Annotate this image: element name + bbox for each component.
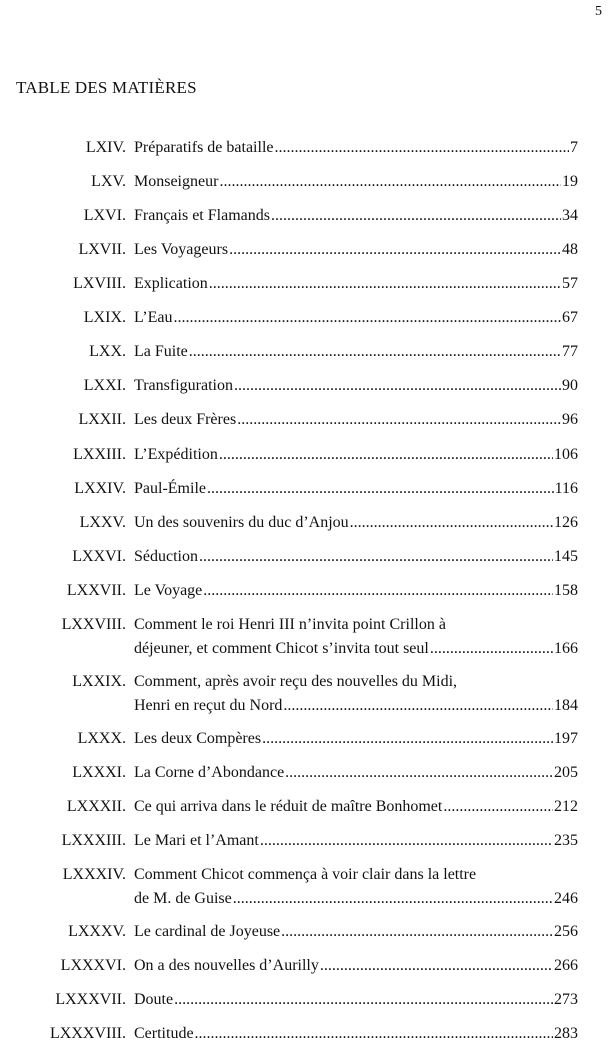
dot-leader: [203, 579, 553, 603]
page-ref: 212: [554, 798, 578, 815]
chapter-title: déjeuner, et comment Chicot s’invita tout seul: [134, 640, 429, 657]
chapter-line: [134, 829, 578, 853]
chapter-entry-body: [134, 613, 578, 661]
chapter-title: Paul-Émile: [134, 480, 206, 497]
page-ref: 283: [554, 1025, 578, 1042]
page-ref: 246: [554, 890, 578, 907]
chapter-title: On a des nouvelles d’Aurilly: [134, 957, 319, 974]
dot-leader: [285, 761, 553, 785]
chapter-entry-body: [134, 477, 578, 501]
dot-leader: [233, 887, 553, 911]
chapter-entry-body: [134, 443, 578, 467]
chapter-number: LXXX.: [77, 730, 126, 747]
chapter-title: Monseigneur: [134, 173, 219, 190]
page-ref: 184: [554, 697, 578, 714]
chapter-line: [134, 863, 578, 887]
chapter-line: [134, 670, 578, 694]
chapter-title: La Corne d’Abondance: [134, 764, 285, 781]
page-ref: 256: [554, 923, 578, 940]
dot-leader: [281, 920, 553, 944]
dot-leader: [320, 954, 553, 978]
chapter-line: [134, 1022, 578, 1046]
chapter-title: La Fuite: [134, 343, 188, 360]
chapter-line: [134, 795, 578, 819]
dot-leader: [209, 272, 561, 296]
chapter-entry-body: [134, 272, 578, 296]
chapter-entry-body: [134, 954, 578, 978]
dot-leader: [430, 637, 553, 661]
chapter-line: [134, 477, 578, 501]
chapter-line: [134, 511, 578, 535]
page-ref: 266: [554, 957, 578, 974]
chapter-number: LXXIX.: [72, 673, 126, 690]
chapter-line: [134, 954, 578, 978]
dot-leader: [260, 829, 553, 853]
chapter-line: [134, 694, 578, 718]
chapter-title: Comment, après avoir reçu des nouvelles du Midi,: [134, 673, 458, 690]
page-ref: 48: [562, 241, 578, 258]
chapter-line: [134, 272, 578, 296]
chapter-title: Français et Flamands: [134, 207, 270, 224]
chapter-line: [134, 988, 578, 1012]
page-ref: 7: [570, 139, 578, 156]
dot-leader: [207, 477, 554, 501]
chapter-entry-body: [134, 374, 578, 398]
chapter-number: LXIV.: [85, 139, 126, 156]
chapter-entry-body: [134, 863, 578, 911]
chapter-entry-body: [134, 761, 578, 785]
page-ref: 90: [562, 377, 578, 394]
chapter-number: LXXXV.: [68, 923, 126, 940]
chapter-number: LXIX.: [83, 309, 126, 326]
dot-leader: [234, 374, 561, 398]
chapter-entry-body: [134, 204, 578, 228]
chapter-line: [134, 545, 578, 569]
dot-leader: [229, 238, 561, 262]
chapter-title: Henri en reçut du Nord: [134, 697, 283, 714]
page-ref: 106: [554, 446, 578, 463]
chapter-number: LXXXVIII.: [50, 1025, 126, 1042]
dot-leader: [262, 727, 553, 751]
page-ref: 116: [554, 480, 578, 497]
chapter-line: [134, 443, 578, 467]
page-ref: 77: [562, 343, 578, 360]
chapter-number: LXV.: [91, 173, 126, 190]
chapter-entry-body: [134, 670, 578, 718]
page-ref: 197: [554, 730, 578, 747]
chapter-line: [134, 920, 578, 944]
chapter-number: LXVI.: [83, 207, 126, 224]
chapter-title: Certitude: [134, 1025, 194, 1042]
chapter-line: [134, 613, 578, 637]
chapter-entry-body: [134, 408, 578, 432]
chapter-entry-body: [134, 988, 578, 1012]
page-ref: 19: [562, 173, 578, 190]
chapter-title: Doute: [134, 991, 174, 1008]
chapter-entry-body: [134, 136, 578, 160]
chapter-number: LXXIV.: [74, 480, 126, 497]
dot-leader: [443, 795, 553, 819]
chapter-title: L’Expédition: [134, 446, 218, 463]
page-ref: 34: [562, 207, 578, 224]
chapter-number: LXXXVII.: [55, 991, 126, 1008]
dot-leader: [219, 443, 553, 467]
dot-leader: [283, 694, 553, 718]
chapter-title: Le Voyage: [134, 582, 203, 599]
chapter-title: L’Eau: [134, 309, 173, 326]
chapter-line: [134, 238, 578, 262]
chapter-line: [134, 637, 578, 661]
page-title: TABLE DES MATIÈRES: [16, 78, 197, 97]
page-ref: 273: [554, 991, 578, 1008]
chapter-number: LXXXIII.: [61, 832, 126, 849]
chapter-title: Comment Chicot commença à voir clair dans la lettre: [134, 866, 477, 883]
chapter-line: [134, 374, 578, 398]
chapter-number: LXVII.: [78, 241, 126, 258]
page-ref: 96: [562, 411, 578, 428]
page-ref: 166: [554, 640, 578, 657]
chapter-title: Un des souvenirs du duc d’Anjou: [134, 514, 349, 531]
page-ref: 205: [554, 764, 578, 781]
chapter-entry-body: [134, 306, 578, 330]
page-ref: 235: [554, 832, 578, 849]
chapter-line: [134, 340, 578, 364]
chapter-number: LXVIII.: [73, 275, 126, 292]
chapter-entry-body: [134, 920, 578, 944]
chapter-entry-body: [134, 795, 578, 819]
dot-leader: [350, 511, 553, 535]
chapter-number: LXXVIII.: [61, 616, 126, 633]
chapter-line: [134, 306, 578, 330]
chapter-entry-body: [134, 829, 578, 853]
chapter-line: [134, 408, 578, 432]
chapter-title: Séduction: [134, 548, 198, 565]
chapter-number: LXXV.: [79, 514, 126, 531]
chapter-title: Ce qui arriva dans le réduit de maître Bonhomet: [134, 798, 443, 815]
chapter-title: Les Voyageurs: [134, 241, 229, 258]
chapter-title: Le cardinal de Joyeuse: [134, 923, 281, 940]
chapter-title: Transfiguration: [134, 377, 233, 394]
chapter-number: LXXXVI.: [60, 957, 126, 974]
chapter-entry-body: [134, 340, 578, 364]
chapter-number: LXXVI.: [72, 548, 126, 565]
chapter-number: LXXXII.: [66, 798, 126, 815]
dot-leader: [174, 306, 561, 330]
chapter-title: Explication: [134, 275, 208, 292]
chapter-number: LXXVII.: [66, 582, 126, 599]
chapter-entry-body: [134, 511, 578, 535]
page-ref: 67: [562, 309, 578, 326]
dot-leader: [189, 340, 561, 364]
chapter-line: [134, 204, 578, 228]
chapter-entry-body: [134, 727, 578, 751]
dot-leader: [275, 136, 570, 160]
chapter-number: LXXXI.: [72, 764, 126, 781]
chapter-number: LXXII.: [78, 411, 126, 428]
chapter-line: [134, 727, 578, 751]
page-number: 5: [595, 4, 602, 19]
chapter-entry-body: [134, 545, 578, 569]
chapter-entry-body: [134, 579, 578, 603]
chapter-title: Le Mari et l’Amant: [134, 832, 259, 849]
dot-leader: [174, 988, 553, 1012]
chapter-title: Les deux Frères: [134, 411, 237, 428]
dot-leader: [219, 170, 561, 194]
chapter-number: LXX.: [89, 343, 126, 360]
chapter-line: [134, 887, 578, 911]
chapter-title: Comment le roi Henri III n’invita point Crillon à: [134, 616, 446, 633]
chapter-number: LXXI.: [83, 377, 126, 394]
page-ref: 57: [562, 275, 578, 292]
page-ref: 126: [554, 514, 578, 531]
dot-leader: [237, 408, 561, 432]
chapter-line: [134, 579, 578, 603]
page-ref: 158: [554, 582, 578, 599]
chapter-entry-body: [134, 170, 578, 194]
chapter-title: de M. de Guise: [134, 890, 232, 907]
chapter-number: LXXXIV.: [62, 866, 126, 883]
chapter-title: Préparatifs de bataille: [134, 139, 274, 156]
chapter-line: [134, 761, 578, 785]
chapter-line: [134, 170, 578, 194]
page-ref: 145: [554, 548, 578, 565]
chapter-number: LXXIII.: [73, 446, 126, 463]
dot-leader: [195, 1022, 553, 1046]
chapter-entry-body: [134, 1022, 578, 1046]
dot-leader: [199, 545, 553, 569]
dot-leader: [271, 204, 561, 228]
chapter-entry-body: [134, 238, 578, 262]
chapter-title: Les deux Compères: [134, 730, 262, 747]
chapter-line: [134, 136, 578, 160]
